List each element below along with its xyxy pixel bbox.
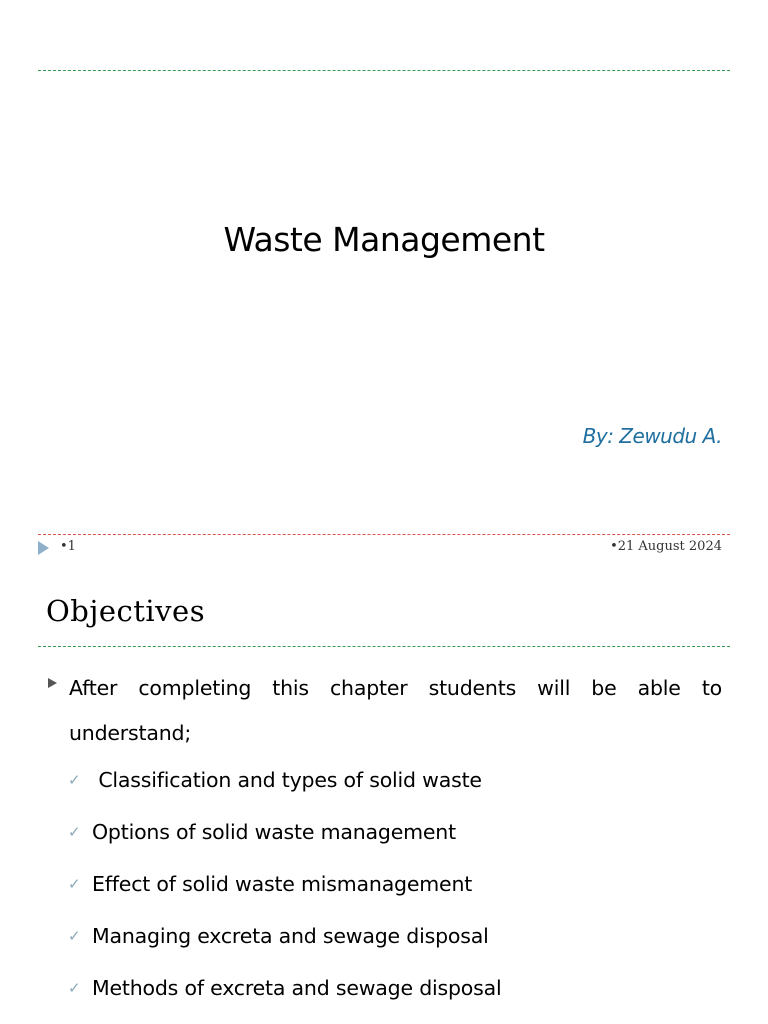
list-item [68, 758, 728, 810]
top-divider [38, 70, 730, 71]
objectives-slide [0, 560, 768, 1024]
checkmark-icon: ✓ [68, 927, 81, 945]
checkmark-icon: ✓ [68, 979, 81, 997]
list-item [68, 862, 728, 914]
objectives-title: Objectives [46, 594, 206, 628]
objectives-divider [38, 646, 730, 647]
list-item [68, 810, 728, 862]
intro-text: After completing this chapter students will be able to understand; [69, 676, 722, 745]
slide-title: Waste Management [223, 220, 545, 259]
list-item-text: Classification and types of solid waste [92, 768, 482, 792]
list-item-text: Methods of excreta and sewage disposal [92, 976, 502, 1000]
list-item-text: Managing excreta and sewage disposal [92, 924, 489, 948]
author-line: By: Zewudu A. [582, 424, 722, 448]
checkmark-icon: ✓ [68, 875, 81, 893]
play-triangle-icon [38, 541, 49, 555]
footer-divider [38, 534, 730, 535]
list-item-text: Effect of solid waste mismanagement [92, 872, 473, 896]
slide-footer [36, 538, 722, 558]
checkmark-icon: ✓ [68, 771, 81, 789]
list-item [68, 914, 728, 966]
intro-bullet [46, 666, 722, 756]
list-item-text: Options of solid waste management [92, 820, 456, 844]
page-number: •1 [60, 539, 76, 554]
arrow-bullet-icon [48, 678, 57, 688]
list-item [68, 966, 728, 1018]
objectives-list [68, 758, 728, 1018]
checkmark-icon: ✓ [68, 823, 81, 841]
slide-date: •21 August 2024 [610, 539, 722, 554]
